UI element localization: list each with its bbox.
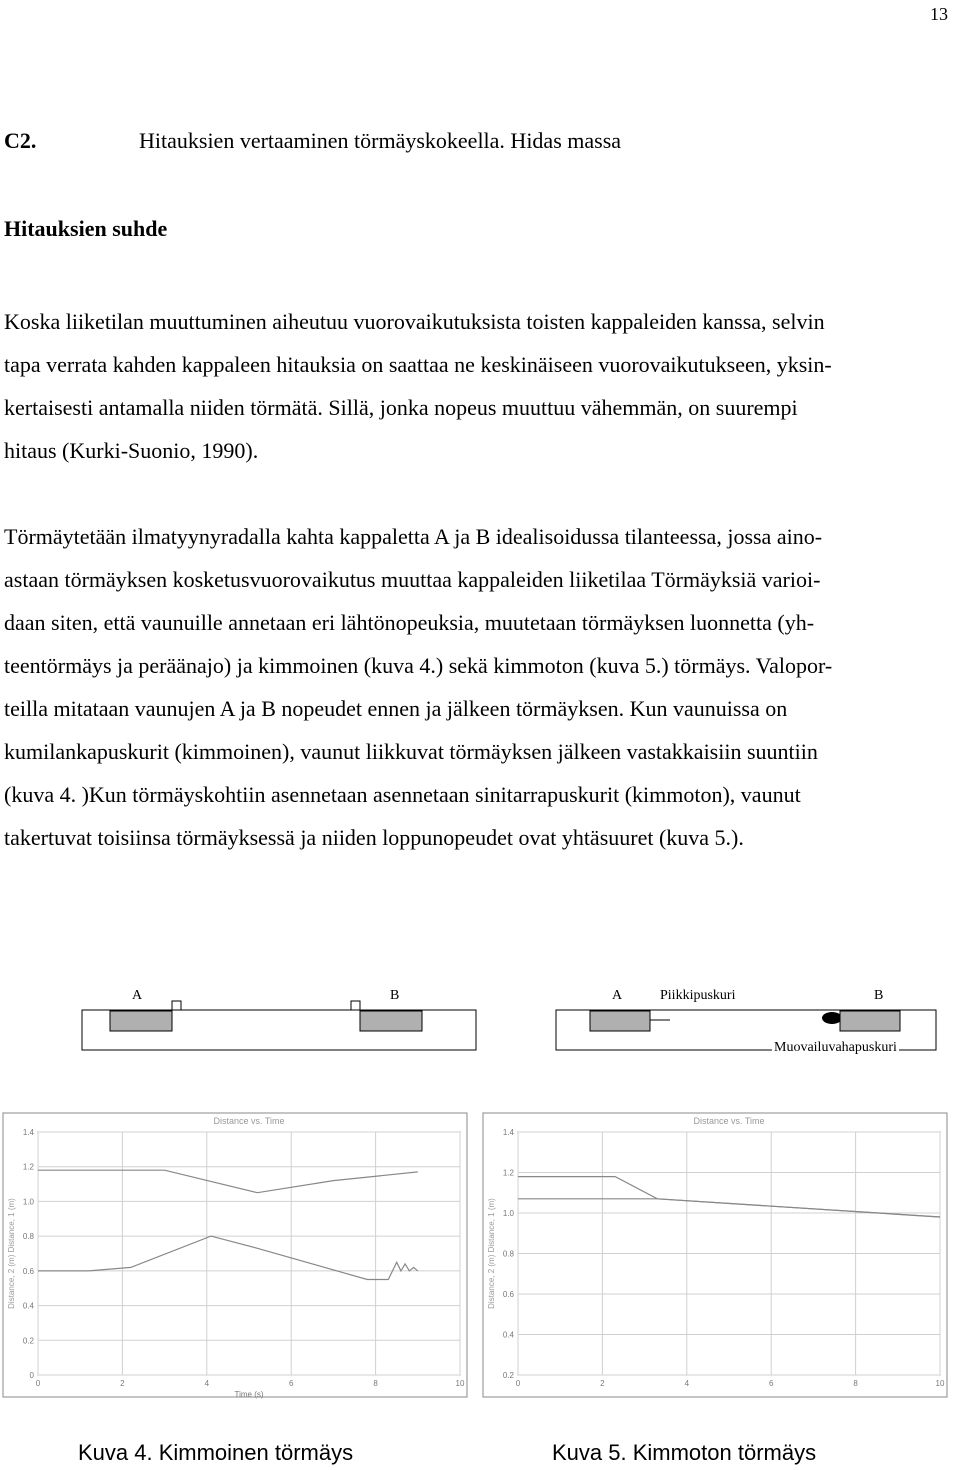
y-tick-label: 0.4 bbox=[502, 1330, 514, 1340]
diagram-elastic bbox=[0, 980, 480, 1060]
paragraph-intro bbox=[4, 300, 944, 472]
x-tick-label: 6 bbox=[288, 1379, 294, 1388]
x-tick-label: 10 bbox=[935, 1379, 945, 1388]
y-tick-label: 0.6 bbox=[502, 1290, 514, 1299]
page-number: 13 bbox=[930, 4, 948, 24]
x-tick-label: 2 bbox=[120, 1379, 125, 1388]
label-plastic-bumper: Muovailuvahapuskuri bbox=[774, 1040, 897, 1055]
plastic-bumper bbox=[822, 1012, 842, 1024]
cart-a bbox=[590, 1011, 650, 1031]
paragraph-line: hitaus (Kurki-Suonio, 1990). bbox=[4, 438, 259, 463]
y-tick-label: 0.2 bbox=[502, 1371, 514, 1380]
label-spike-bumper: Piikkipuskuri bbox=[660, 988, 736, 1003]
paragraph-line: Koska liiketilan muuttuminen aiheutuu vuorovaikutuksista toisten kappaleiden kanssa, selvin bbox=[4, 309, 825, 334]
x-tick-label: 8 bbox=[853, 1379, 858, 1388]
chart-inelastic bbox=[480, 1110, 950, 1400]
x-tick-label: 8 bbox=[373, 1379, 378, 1388]
cart-b bbox=[840, 1011, 900, 1031]
label-cart-b: B bbox=[874, 988, 884, 1003]
y-tick-label: 0.8 bbox=[22, 1232, 34, 1242]
x-axis-label: Time (s) bbox=[234, 1390, 264, 1399]
section-number: C2. bbox=[4, 128, 37, 153]
x-tick-label: 10 bbox=[455, 1379, 465, 1388]
x-tick-label: 4 bbox=[684, 1379, 690, 1388]
y-axis-label: Distance, 2 (m) Distance, 1 (m) bbox=[7, 1198, 16, 1309]
y-tick-label: 1.4 bbox=[502, 1128, 514, 1137]
y-tick-label: 0.6 bbox=[22, 1266, 34, 1276]
paragraph-line: kumilankapuskurit (kimmoinen), vaunut liikkuvat törmäyksen jälkeen vastakkaisiin suuntiin bbox=[4, 739, 818, 764]
paragraph-line: (kuva 4. )Kun törmäyskohtiin asennetaan asennetaan sinitarrapuskurit (kimmoton), vaunut bbox=[4, 782, 801, 807]
paragraph-line: takertuvat toisiinsa törmäyksessä ja niiden loppunopeudet ovat yhtäsuuret (kuva 5.). bbox=[4, 825, 744, 850]
paragraph-line: daan siten, että vaunuille annetaan eri lähtönopeuksia, muutetaan törmäyksen luonnetta (yh- bbox=[4, 610, 815, 635]
caption-figure-4: Kuva 4. Kimmoinen törmäys bbox=[78, 1440, 354, 1465]
subheading: Hitauksien suhde bbox=[4, 216, 168, 241]
y-tick-label: 1.2 bbox=[22, 1162, 34, 1172]
chart-title: Distance vs. Time bbox=[693, 1116, 765, 1126]
label-cart-a: A bbox=[132, 988, 143, 1003]
plot-elastic bbox=[0, 1110, 470, 1400]
label-cart-b: B bbox=[390, 988, 400, 1003]
section-title: Hitauksien vertaaminen törmäyskokeella. Hidas massa bbox=[139, 128, 622, 153]
bumper-a bbox=[172, 1001, 181, 1010]
bumper-b bbox=[351, 1001, 360, 1010]
x-tick-label: 0 bbox=[35, 1379, 41, 1388]
y-tick-label: 0.4 bbox=[22, 1301, 34, 1311]
x-tick-label: 0 bbox=[515, 1379, 521, 1388]
chart-elastic bbox=[0, 1110, 470, 1400]
y-tick-label: 1.4 bbox=[22, 1128, 34, 1137]
y-tick-label: 1.2 bbox=[502, 1168, 514, 1178]
x-tick-label: 4 bbox=[204, 1379, 210, 1388]
x-tick-label: 2 bbox=[600, 1379, 605, 1388]
plot-area bbox=[38, 1132, 460, 1375]
paragraph-line: astaan törmäyksen kosketusvuorovaikutus muuttaa kappaleiden liiketilaa Törmäyksiä varioi- bbox=[4, 567, 821, 592]
paragraph-line: tapa verrata kahden kappaleen hitauksia on saattaa ne keskinäiseen vuorovaikutukseen, yksin- bbox=[4, 352, 832, 377]
y-tick-label: 1.0 bbox=[22, 1197, 34, 1207]
paragraph-line: kertaisesti antamalla niiden törmätä. Sillä, jonka nopeus muuttuu vähemmän, on suurempi bbox=[4, 395, 798, 420]
y-tick-label: 0.8 bbox=[502, 1249, 514, 1259]
track-diagram-elastic bbox=[0, 980, 480, 1060]
y-tick-label: 1.0 bbox=[502, 1209, 514, 1218]
plot-inelastic bbox=[480, 1110, 950, 1400]
cart-b bbox=[360, 1011, 422, 1031]
cart-a bbox=[110, 1011, 172, 1031]
y-axis-label: Distance, 2 (m) Distance, 1 (m) bbox=[487, 1198, 496, 1309]
label-cart-a: A bbox=[612, 988, 623, 1003]
y-tick-label: 0 bbox=[29, 1371, 34, 1380]
diagram-inelastic bbox=[480, 980, 960, 1060]
paragraph-line: teentörmäys ja peräänajo) ja kimmoinen (kuva 4.) sekä kimmoton (kuva 5.) törmäys. Valopor- bbox=[4, 653, 833, 678]
section-heading bbox=[4, 128, 621, 154]
paragraph-line: Törmäytetään ilmatyynyradalla kahta kappaletta A ja B idealisoidussa tilanteessa, jossa aino- bbox=[4, 524, 823, 549]
caption-figure-5: Kuva 5. Kimmoton törmäys bbox=[552, 1440, 817, 1465]
y-tick-label: 0.2 bbox=[22, 1336, 34, 1346]
chart-title: Distance vs. Time bbox=[213, 1116, 285, 1126]
x-tick-label: 6 bbox=[768, 1379, 774, 1388]
paragraph-experiment bbox=[4, 515, 944, 859]
paragraph-line: teilla mitataan vaunujen A ja B nopeudet ennen ja jälkeen törmäyksen. Kun vaunuissa on bbox=[4, 696, 788, 721]
